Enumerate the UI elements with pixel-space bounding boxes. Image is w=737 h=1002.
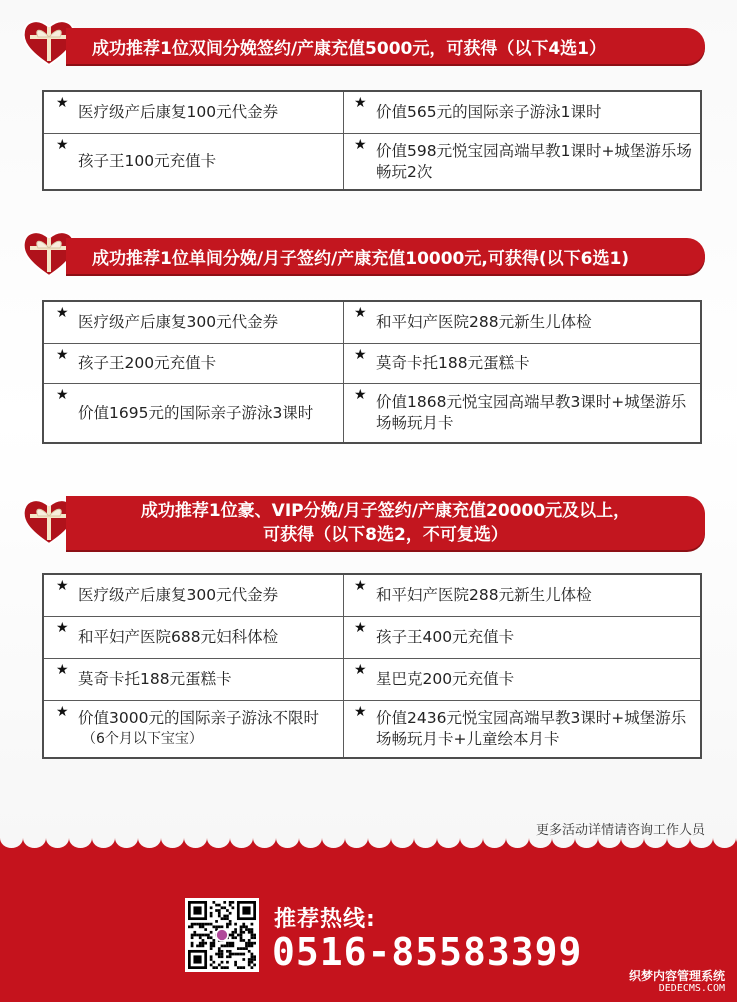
table-row (44, 701, 700, 757)
section-3-title-line-2: 可获得（以下8选2，不可复选） (263, 525, 508, 545)
star-icon: ★ (56, 347, 69, 363)
reward-item (344, 384, 700, 442)
reward-item (44, 617, 344, 658)
reward-text: 莫奇卡托188元蛋糕卡 (78, 670, 232, 688)
reward-text: 和平妇产医院288元新生儿体检 (376, 586, 592, 604)
qr-code[interactable] (185, 898, 259, 972)
table-row (44, 575, 700, 617)
reward-item (344, 134, 700, 189)
section-1-title: 成功推荐1位双间分娩签约/产康充值5000元，可获得（以下4选1） (92, 38, 607, 59)
reward-text: 医疗级产后康复300元代金券 (78, 313, 279, 331)
star-icon: ★ (354, 347, 367, 363)
reward-item (44, 659, 344, 700)
table-row (44, 344, 700, 384)
star-icon: ★ (56, 137, 69, 153)
watermark-en: DEDECMS.COM (658, 983, 725, 994)
star-icon: ★ (56, 662, 69, 678)
section-2-title: 成功推荐1位单间分娩/月子签约/产康充值10000元,可获得(以下6选1) (92, 248, 630, 269)
star-icon: ★ (354, 137, 367, 153)
reward-item (44, 344, 344, 383)
reward-text: 和平妇产医院688元妇科体检 (78, 628, 279, 646)
star-icon: ★ (354, 620, 367, 636)
section-2-grid (42, 300, 702, 444)
footer-note: 更多活动详情请咨询工作人员 (535, 823, 705, 838)
star-icon: ★ (56, 704, 69, 720)
reward-text: 医疗级产后康复300元代金券 (78, 586, 279, 604)
table-row (44, 384, 700, 442)
reward-item (44, 384, 344, 442)
section-2-banner (66, 238, 705, 274)
star-icon: ★ (56, 387, 69, 403)
star-icon: ★ (354, 662, 367, 678)
reward-text: 医疗级产后康复100元代金券 (78, 103, 279, 121)
reward-text: 莫奇卡托188元蛋糕卡 (376, 354, 530, 372)
reward-item (344, 575, 700, 616)
reward-item (344, 659, 700, 700)
reward-item (344, 344, 700, 383)
table-row (44, 659, 700, 701)
reward-text: 价值565元的国际亲子游泳1课时 (376, 103, 602, 121)
reward-item (344, 701, 700, 757)
hotline-number[interactable]: 0516-85583399 (272, 930, 583, 974)
star-icon: ★ (354, 387, 367, 403)
star-icon: ★ (354, 305, 367, 321)
section-3-title-line-1: 成功推荐1位豪、VIP分娩/月子签约/产康充值20000元及以上， (140, 501, 631, 521)
reward-item (344, 617, 700, 658)
reward-item (44, 701, 344, 757)
reward-text: 孩子王100元充值卡 (78, 152, 217, 170)
reward-text-block (78, 708, 319, 750)
reward-text: 星巴克200元充值卡 (376, 670, 515, 688)
reward-item (344, 302, 700, 343)
star-icon: ★ (56, 305, 69, 321)
watermark-cn: 织梦内容管理系统 (628, 969, 725, 983)
star-icon: ★ (56, 620, 69, 636)
star-icon: ★ (354, 95, 367, 111)
star-icon: ★ (56, 578, 69, 594)
table-row (44, 302, 700, 344)
table-row (44, 134, 700, 189)
section-3-banner (66, 496, 705, 550)
reward-text: 价值2436元悦宝园高端早教3课时+城堡游乐场畅玩月卡+儿童绘本月卡 (376, 709, 687, 748)
reward-text: 价值1868元悦宝园高端早教3课时+城堡游乐场畅玩月卡 (376, 393, 687, 432)
reward-item (44, 134, 344, 189)
table-row (44, 92, 700, 134)
section-3-grid (42, 573, 702, 759)
star-icon: ★ (354, 704, 367, 720)
reward-item (44, 575, 344, 616)
scallop-edge (0, 838, 737, 858)
reward-note: （6个月以下宝宝） (82, 731, 203, 747)
reward-item (344, 92, 700, 133)
reward-text: 和平妇产医院288元新生儿体检 (376, 313, 592, 331)
reward-text: 孩子王200元充值卡 (78, 354, 217, 372)
reward-text: 孩子王400元充值卡 (376, 628, 515, 646)
reward-text: 价值3000元的国际亲子游泳不限时 (78, 709, 319, 727)
reward-text: 价值598元悦宝园高端早教1课时+城堡游乐场畅玩2次 (376, 141, 692, 181)
reward-item (44, 302, 344, 343)
section-1-grid (42, 90, 702, 191)
section-1-banner (66, 28, 705, 64)
reward-item (44, 92, 344, 133)
hotline-label: 推荐热线: (274, 907, 376, 932)
star-icon: ★ (354, 578, 367, 594)
reward-text: 价值1695元的国际亲子游泳3课时 (78, 403, 314, 422)
star-icon: ★ (56, 95, 69, 111)
table-row (44, 617, 700, 659)
